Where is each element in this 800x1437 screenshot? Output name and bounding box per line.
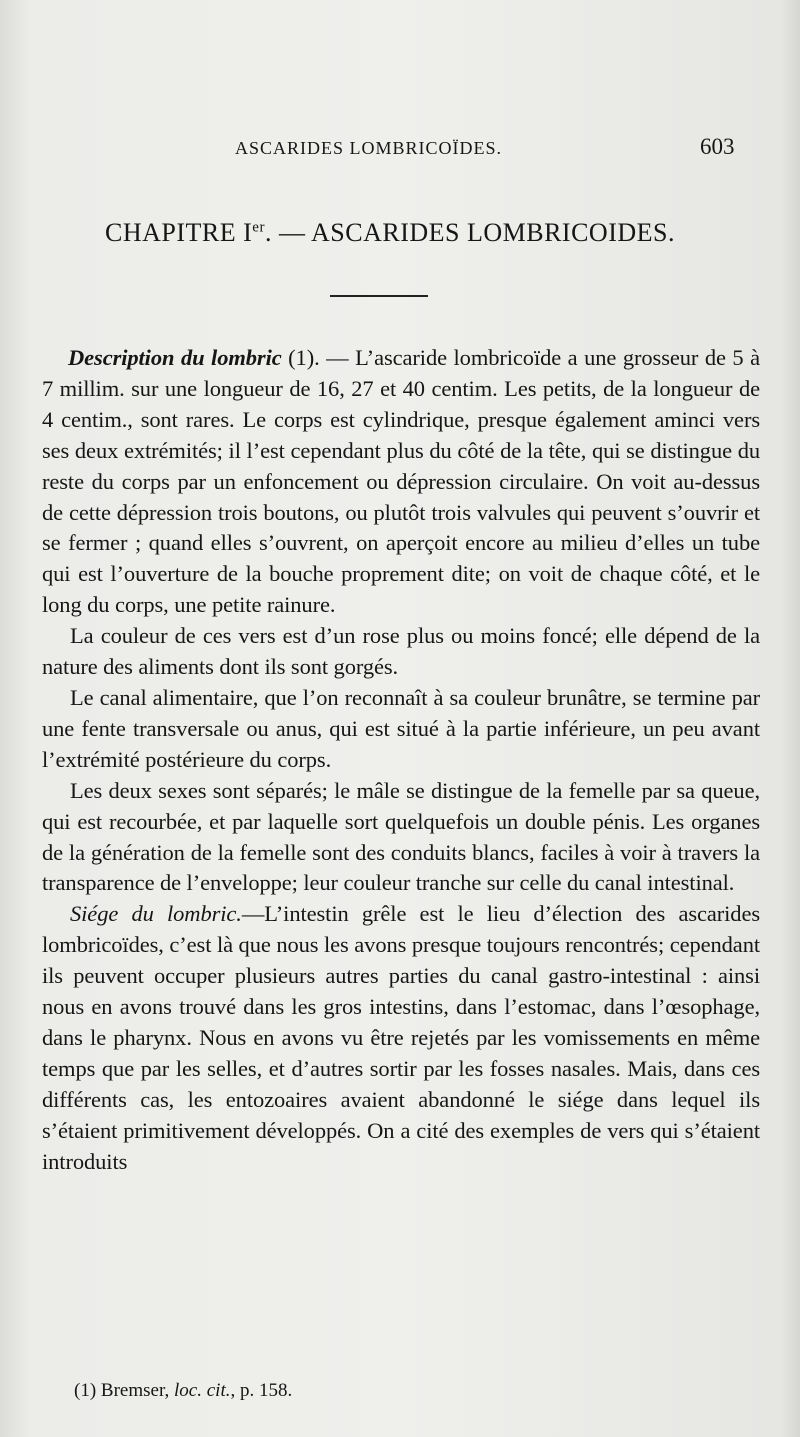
paragraph-text: (1). — L’ascaride lombricoïde a une grosseur de 5 à 7 millim. sur une longueur de 16, 27 et 40 centim. Les petits, de la longueur de 4 centim., sont rares. Le corps est cylindrique, presque également aminci vers ses deux extrémités; il l’est cependant plus du côté de la tête, qui se distingue du reste du corps par un enfoncement ou dépression circulaire. On voit au-dessus de cette dépression trois boutons, ou plutôt trois valvules qui peuvent s’ouvrir et se fermer ; quand elles s’ouvrent, on aperçoit encore au milieu d’elles un tube qui est l’ouverture de la bouche proprement dite; on voit de chaque côté, et le long du corps, une petite rainure.: [42, 345, 760, 618]
paragraph-description: [42, 343, 760, 621]
running-head: [0, 134, 800, 168]
paragraph-siege: [42, 899, 760, 1177]
paragraph-lead-description: Description du lombric: [68, 345, 282, 370]
paragraph-sexes: Les deux sexes sont séparés; le mâle se distingue de la femelle par sa queue, qui est recourbée, et par laquelle sort quelquefois un double pénis. Les organes de la génération de la femelle sont des conduits blancs, faciles à voir à travers la transparence de l’enveloppe; leur couleur tranche sur celle du canal intestinal.: [42, 777, 760, 896]
footnote: [74, 1380, 292, 1402]
paragraph-text: —L’intestin grêle est le lieu d’élection des ascarides lombricoïdes, c’est là que nous les avons presque toujours rencontrés; cependant ils peuvent occuper plusieurs autres parties du canal gastro-intestinal : ainsi nous en avons trouvé dans les gros intestins, dans l’estomac, dans l’œsophage, dans le pharynx. Nous en avons vu être rejetés par les vomissements en même temps que par les selles, et d’autres sortir par les fosses nasales. Mais, dans ces différents cas, les entozoaires avaient abandonné le siége dans lequel ils s’étaient primitivement développés. On a cité des exemples de vers qui s’étaient introduits: [42, 901, 760, 1174]
chapter-title-rest: . — ASCARIDES LOMBRICOIDES.: [264, 218, 675, 247]
paragraph-couleur: La couleur de ces vers est d’un rose plus ou moins foncé; elle dépend de la nature des aliments dont ils sont gorgés.: [42, 623, 760, 680]
paragraph-canal: Le canal alimentaire, que l’on reconnaît à sa couleur brunâtre, se termine par une fente transversale ou anus, qui est situé à la partie inférieure, un peu avant l’extrémité postérieure du corps.: [42, 684, 760, 772]
footnote-citation: loc. cit.: [174, 1380, 231, 1401]
chapter-title: [0, 218, 780, 248]
footnote-marker: (1) Bremser,: [74, 1380, 175, 1401]
paragraph-lead-siege: Siége du lombric.: [70, 901, 242, 927]
page-number: 603: [700, 134, 735, 159]
chapter-title-sup: er: [252, 219, 265, 236]
chapter-title-prefix: CHAPITRE I: [105, 218, 253, 247]
body-text: [42, 343, 760, 1177]
section-divider: [330, 295, 428, 297]
footnote-page: , p. 158.: [230, 1380, 293, 1401]
running-title: ASCARIDES LOMBRICOÏDES.: [235, 138, 503, 158]
